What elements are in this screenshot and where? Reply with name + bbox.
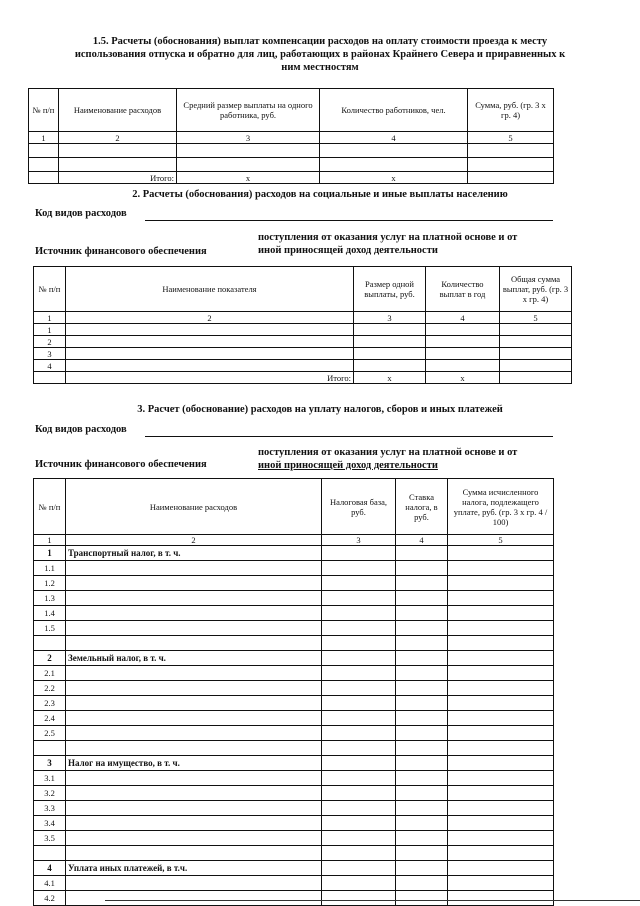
s2-source-label: Источник финансового обеспечения xyxy=(35,246,207,257)
tax-sub-num: 1.1 xyxy=(34,561,66,576)
section1-title-line3: ним местностям xyxy=(281,62,359,73)
table-row xyxy=(34,726,554,741)
s2-source-line2: иной приносящей доход деятельности xyxy=(258,245,438,256)
table-row xyxy=(34,696,554,711)
s2-row-num: 2 xyxy=(34,336,66,348)
tax-sub-num: 3.5 xyxy=(34,831,66,846)
s3-code-line xyxy=(145,436,553,437)
s1-header-num: № п/п xyxy=(29,89,59,132)
s1-header-count: Количество работников, чел. xyxy=(320,89,468,132)
table-row xyxy=(34,576,554,591)
tax-group-row xyxy=(34,861,554,876)
tax-group-num: 2 xyxy=(34,651,66,666)
s3-header-sum: Сумма исчисленного налога, подлежащего уплате, руб. (гр. 3 х гр. 4 / 100) xyxy=(448,479,554,535)
s3-header-base: Налоговая база, руб. xyxy=(322,479,396,535)
s2-colnum: 2 xyxy=(66,312,354,324)
s3-source-line1: поступления от оказания услуг на платной основе и от xyxy=(258,447,518,458)
page-bottom-line xyxy=(105,900,640,901)
table-row xyxy=(34,846,554,861)
section3-title: 3. Расчет (обоснование) расходов на уплату налогов, сборов и иных платежей xyxy=(137,404,503,415)
s1-total-x: х xyxy=(177,172,320,184)
tax-sub-num: 2.4 xyxy=(34,711,66,726)
tax-sub-num: 3.3 xyxy=(34,801,66,816)
tax-group-num: 4 xyxy=(34,861,66,876)
tax-sub-num: 4.2 xyxy=(34,891,66,906)
tax-sub-num: 3.1 xyxy=(34,771,66,786)
s1-colnum: 5 xyxy=(468,132,554,144)
s2-code-label: Код видов расходов xyxy=(35,208,127,219)
tax-sub-num: 3.4 xyxy=(34,816,66,831)
table-row xyxy=(34,876,554,891)
table-row xyxy=(34,741,554,756)
s1-header-name: Наименование расходов xyxy=(59,89,177,132)
table-row xyxy=(34,336,572,348)
table-row xyxy=(34,591,554,606)
tax-sub-num: 2.5 xyxy=(34,726,66,741)
tax-group-row xyxy=(34,546,554,561)
tax-group-name: Земельный налог, в т. ч. xyxy=(66,651,322,666)
s2-row-num: 3 xyxy=(34,348,66,360)
table-row xyxy=(34,891,554,906)
table-row xyxy=(34,324,572,336)
s1-header-sum: Сумма, руб. (гр. 3 х гр. 4) xyxy=(468,89,554,132)
tax-sub-num: 2.3 xyxy=(34,696,66,711)
tax-sub-num: 1.5 xyxy=(34,621,66,636)
table-row xyxy=(34,771,554,786)
table-row xyxy=(34,801,554,816)
table-row xyxy=(34,360,572,372)
tax-group-num: 3 xyxy=(34,756,66,771)
table-row xyxy=(34,831,554,846)
s1-total-label: Итого: xyxy=(59,172,177,184)
s3-header-rate: Ставка налога, в руб. xyxy=(396,479,448,535)
table-row xyxy=(34,711,554,726)
s2-total-x: х xyxy=(354,372,426,384)
s3-source-line2: иной приносящей доход деятельности xyxy=(258,460,438,471)
tax-sub-num: 2.1 xyxy=(34,666,66,681)
s1-colnum: 2 xyxy=(59,132,177,144)
s3-colnum: 3 xyxy=(322,535,396,546)
s2-header-name: Наименование показателя xyxy=(66,267,354,312)
table-row xyxy=(34,786,554,801)
tax-group-num: 1 xyxy=(34,546,66,561)
tax-group-name: Уплата иных платежей, в т.ч. xyxy=(66,861,322,876)
s3-header-name: Наименование расходов xyxy=(66,479,322,535)
tax-sub-num: 1.4 xyxy=(34,606,66,621)
tax-sub-num: 1.3 xyxy=(34,591,66,606)
section2-title: 2. Расчеты (обоснования) расходов на социальные и иные выплаты населению xyxy=(132,189,508,200)
s1-total-x: х xyxy=(320,172,468,184)
tax-sub-num: 1.2 xyxy=(34,576,66,591)
table-row xyxy=(34,666,554,681)
s2-colnum: 3 xyxy=(354,312,426,324)
s2-header-size: Размер одной выплаты, руб. xyxy=(354,267,426,312)
tax-group-name: Транспортный налог, в т. ч. xyxy=(66,546,322,561)
s3-colnum: 2 xyxy=(66,535,322,546)
s2-colnum: 5 xyxy=(500,312,572,324)
s2-header-sum: Общая сумма выплат, руб. (гр. 3 х гр. 4) xyxy=(500,267,572,312)
s2-header-num: № п/п xyxy=(34,267,66,312)
tax-group-name: Налог на имущество, в т. ч. xyxy=(66,756,322,771)
section2-table xyxy=(33,266,572,384)
s2-total-x: х xyxy=(426,372,500,384)
section1-title-line2: использования отпуска и обратно для лиц, работающих в районах Крайнего Севера и приравненных к xyxy=(74,49,566,60)
s3-colnum: 1 xyxy=(34,535,66,546)
s1-colnum: 1 xyxy=(29,132,59,144)
s1-header-avg: Средний размер выплаты на одного работника, руб. xyxy=(177,89,320,132)
section1-table xyxy=(28,88,554,184)
s3-header-num: № п/п xyxy=(34,479,66,535)
tax-group-row xyxy=(34,756,554,771)
table-row xyxy=(29,158,554,172)
s2-colnum: 1 xyxy=(34,312,66,324)
s2-header-count: Количество выплат в год xyxy=(426,267,500,312)
s2-colnum: 4 xyxy=(426,312,500,324)
table-row xyxy=(34,561,554,576)
table-row xyxy=(34,348,572,360)
s2-total-label: Итого: xyxy=(66,372,354,384)
table-row xyxy=(34,681,554,696)
s3-source-label: Источник финансового обеспечения xyxy=(35,459,207,470)
table-row xyxy=(34,816,554,831)
section3-table xyxy=(33,478,554,906)
s1-colnum: 3 xyxy=(177,132,320,144)
tax-sub-num: 3.2 xyxy=(34,786,66,801)
s1-colnum: 4 xyxy=(320,132,468,144)
table-row xyxy=(34,636,554,651)
table-row xyxy=(34,621,554,636)
s2-row-num: 1 xyxy=(34,324,66,336)
s2-source-value xyxy=(258,231,517,257)
s3-colnum: 4 xyxy=(396,535,448,546)
table-row xyxy=(29,144,554,158)
s2-source-line1: поступления от оказания услуг на платной основе и от xyxy=(258,232,518,243)
section1-title-line1: 1.5. Расчеты (обоснования) выплат компенсации расходов на оплату стоимости проезда к месту xyxy=(92,36,548,47)
s2-code-line xyxy=(145,220,553,221)
s3-source-value xyxy=(258,446,517,472)
table-row xyxy=(34,606,554,621)
tax-sub-num: 4.1 xyxy=(34,876,66,891)
s3-colnum: 5 xyxy=(448,535,554,546)
tax-sub-num: 2.2 xyxy=(34,681,66,696)
tax-group-row xyxy=(34,651,554,666)
s3-code-label: Код видов расходов xyxy=(35,424,127,435)
s2-row-num: 4 xyxy=(34,360,66,372)
